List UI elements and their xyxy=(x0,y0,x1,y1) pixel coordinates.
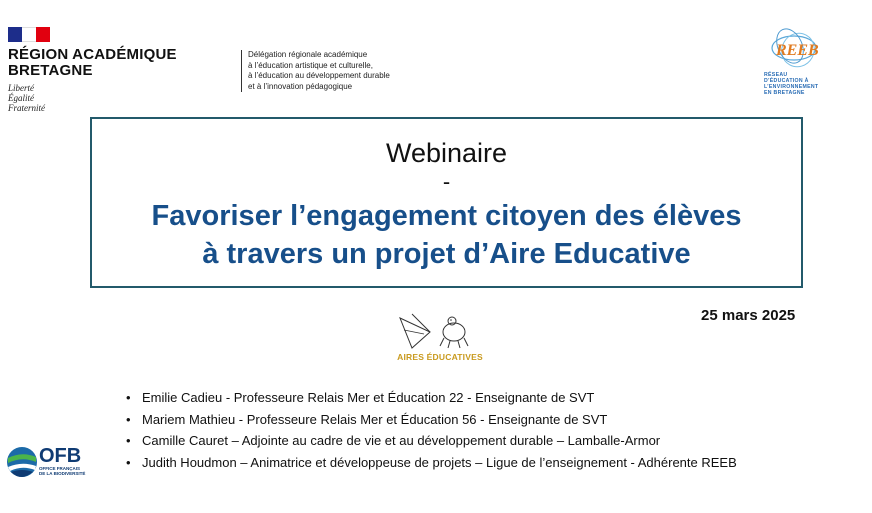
delegation-line: Délégation régionale académique xyxy=(248,50,368,59)
reeb-subtitle xyxy=(764,72,844,96)
region-academique-logo xyxy=(8,27,208,113)
webinar-title xyxy=(92,197,801,273)
region-name xyxy=(8,47,208,79)
reeb-line: EN BRETAGNE xyxy=(764,90,805,96)
title-separator: - xyxy=(442,169,451,194)
aires-educatives-logo xyxy=(390,308,490,366)
delegation-line: et à l’innovation pédagogique xyxy=(248,81,353,91)
ofb-globe-icon xyxy=(6,445,38,479)
ofb-subtitle xyxy=(39,466,99,476)
reeb-line: RÉSEAU xyxy=(764,72,788,78)
reeb-line: D’ÉDUCATION À xyxy=(764,78,809,84)
region-name-line2: BRETAGNE xyxy=(8,62,93,79)
motto-fraternite: Fraternité xyxy=(8,103,45,113)
reeb-mark-icon xyxy=(764,28,824,70)
title-box xyxy=(90,117,803,288)
motto-egalite: Égalité xyxy=(8,93,34,103)
webinar-date: 25 mars 2025 xyxy=(701,307,796,324)
delegation-text xyxy=(241,50,431,92)
svg-text:REEB: REEB xyxy=(776,42,819,59)
delegation-line: à l’éducation au développement durable xyxy=(248,71,390,80)
french-flag-icon xyxy=(8,27,50,42)
aires-educatives-label: AIRES ÉDUCATIVES xyxy=(397,352,483,362)
aires-educatives-illustration-icon xyxy=(390,308,490,354)
speaker-item: • Camille Cauret – Adjointe au cadre de vie et au développement durable – Lamballe-Armor xyxy=(124,430,737,452)
speaker-item: • Judith Houdmon – Animatrice et développeuse de projets – Ligue de l’enseignement - Adhérente REEB xyxy=(124,452,737,474)
republic-motto xyxy=(8,83,208,113)
ofb-logo xyxy=(6,445,96,481)
webinar-label: Webinaire xyxy=(385,138,508,168)
ofb-wordmark: OFB xyxy=(39,445,82,467)
region-name-line1: RÉGION ACADÉMIQUE xyxy=(8,46,177,63)
speaker-item: • Mariem Mathieu - Professeure Relais Mer et Éducation 56 - Enseignante de SVT xyxy=(124,409,737,431)
reeb-logo xyxy=(764,28,844,96)
speakers-list xyxy=(124,387,737,473)
delegation-line: à l’éducation artistique et culturelle, xyxy=(248,60,373,70)
ofb-sub-line: OFFICE FRANÇAIS xyxy=(39,466,80,471)
motto-liberte: Liberté xyxy=(8,83,34,93)
ofb-sub-line: DE LA BIODIVERSITÉ xyxy=(39,471,86,476)
reeb-line: L’ENVIRONNEMENT xyxy=(764,84,819,90)
webinar-title-line1: Favoriser l’engagement citoyen des élèves xyxy=(151,200,742,232)
speaker-item: • Emilie Cadieu - Professeure Relais Mer et Éducation 22 - Enseignante de SVT xyxy=(124,387,737,409)
webinar-title-line2: à travers un projet d’Aire Educative xyxy=(202,238,691,270)
